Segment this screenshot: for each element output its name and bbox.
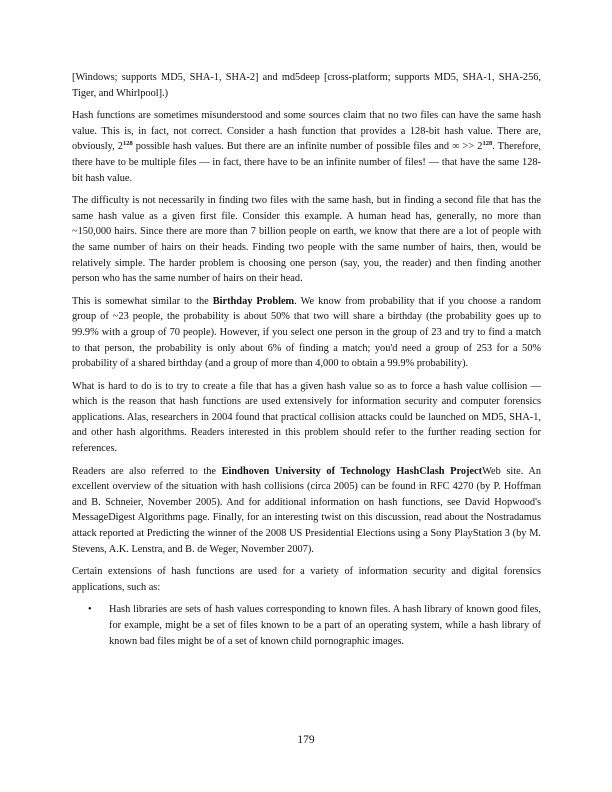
- text-segment: What is hard to do is to try to create a file that has a given hash value so as to force a hash value collision — which is the reason that hash functions are used extensively for information security and computer forensics applications. Alas, researchers in 2004 found that practical collision attacks could be launched on MD5, SHA-1, and other hash algorithms. Readers interested in this problem should refer to the further reading section for references.: [72, 380, 541, 455]
- text-segment: This is somewhat similar to the: [72, 295, 213, 307]
- text-segment: possible hash values. But there are an infinite number of possible files and ∞ >> 2: [132, 141, 483, 153]
- bold-term: Birthday Problem: [212, 295, 295, 307]
- bullet-item: [88, 602, 541, 649]
- body-paragraph: [72, 70, 541, 101]
- text-segment: . Therefore, there have to be multiple files — in fact, there have to be an infinite number of files! — that have the same 128-bit hash value.: [72, 141, 541, 184]
- text-segment: The difficulty is not necessarily in finding two files with the same hash, but in finding a second file that has the same hash value as a given first file. Consider this example. A human head has, generally, no more than ~150,000 hairs. Since there are more than 7 billion people on earth, we know that there are a lot of people with the same number of hairs on their heads. Finding two people with the same number of hairs, then, would be relatively simple. The harder problem is choosing one person (say, you, the reader) and then finding another person who has the same number of hairs on their head.: [72, 195, 541, 285]
- bullet-text: Hash libraries are sets of hash values corresponding to known files. A hash library of known good files, for example, might be a set of files known to be a part of an operating system, while a hash library of known bad files might be of a set of known child pornographic images.: [109, 604, 541, 647]
- bold-term: Eindhoven University of Technology HashClash Project: [221, 465, 483, 477]
- body-paragraph: [72, 193, 541, 287]
- superscript-exponent: 128: [482, 140, 493, 148]
- bullet-icon: •: [88, 604, 92, 616]
- bullet-list: [72, 602, 541, 649]
- superscript-exponent: 128: [122, 140, 133, 148]
- body-paragraph: [72, 564, 541, 595]
- body-paragraph: [72, 379, 541, 457]
- body-paragraph: [72, 108, 541, 186]
- text-segment: Certain extensions of hash functions are used for a variety of information security and digital forensics applications, such as:: [72, 566, 541, 593]
- page-number: 179: [297, 734, 315, 746]
- paragraphs: [72, 70, 541, 595]
- text-segment: Hash functions are sometimes misunderstood and some sources claim that no two files can have the same hash value. This is, in fact, not correct. Consider a hash function that provides a 128-bit hash value. There are, obviously, 2: [72, 110, 541, 153]
- text-segment: Web site. An excellent overview of the situation with hash collisions (circa 2005) can be found in RFC 4270 (by P. Hoffman and B. Schneier, November 2005). And for additional information on hash functions, see David Hopwood's MessageDigest Algorithms page. Finally, for an interesting twist on this discussion, read about the Nostradamus attack reported at Predicting the winner of the 2008 US Presidential Elections using a Sony PlayStation 3 (by M. Stevens, A.K. Lenstra, and B. de Weger, November 2007).: [72, 465, 541, 555]
- text-segment: [Windows; supports MD5, SHA-1, SHA-2] and md5deep [cross-platform; supports MD5, SHA-1, SHA-256, Tiger, and Whirlpool].): [72, 72, 541, 99]
- body-paragraph: [72, 464, 541, 558]
- text-segment: . We know from probability that if you choose a random group of ~23 people, the probability is about 50% that two will share a birthday (the probability goes up to 99.9% with a group of 70 people). However, if you select one person in the group of 23 and try to find a match to that person, the probability is only about 6% of finding a match; you'd need a group of 253 for a 50% probability of a shared birthday (and a group of more than 4,000 to obtain a 99.9% probability).: [72, 295, 541, 370]
- page-body: [72, 70, 541, 649]
- body-paragraph: [72, 294, 541, 372]
- text-segment: Readers are also referred to the: [72, 465, 222, 477]
